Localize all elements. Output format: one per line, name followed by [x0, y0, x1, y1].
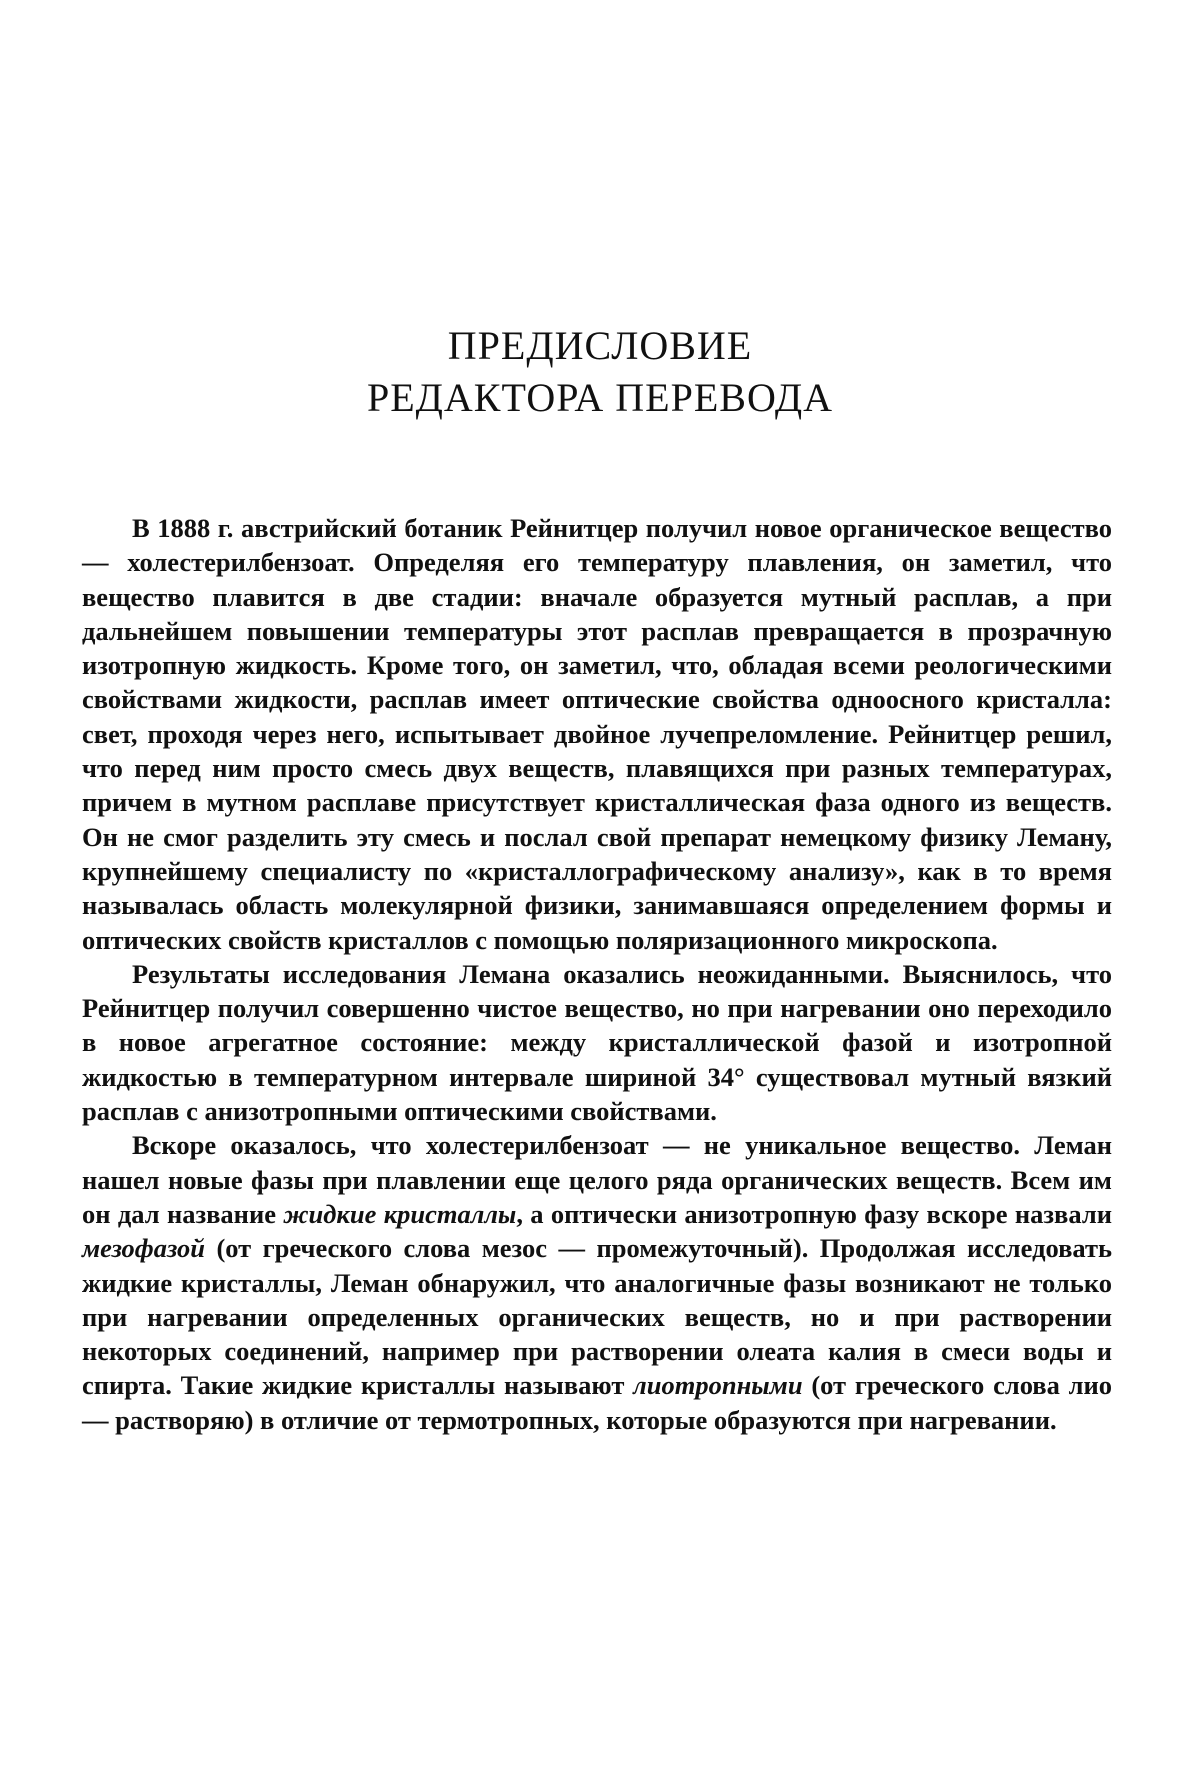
term-lyotropic: лиотропными: [633, 1370, 802, 1400]
term-liquid-crystals: жидкие кристаллы: [283, 1199, 516, 1229]
paragraph-1-text: В 1888 г. австрийский ботаник Рейнитцер получил новое органическое вещество — холестерилбензоат. Определяя его температуру плавления, он заметил, что вещество плавится в две стадии: вначале образуется мутный расплав, а при дальнейшем повышении температуры этот расплав превращается в прозрачную изотропную жидкость. Кроме того, он заметил, что, обладая всеми реологическими свойствами жидкости, расплав имеет оптические свойства одноосного кристалла: свет, проходя через него, испытывает двойное лучепреломление. Рейнитцер решил, что перед ним просто смесь двух веществ, плавящихся при разных температурах, причем в мутном расплаве присутствует кристаллическая фаза одного из веществ. Он не смог разделить эту смесь и послал свой препарат немецкому физику Леману, крупнейшему специалисту по «кристаллографическому анализу», как в то время называлась область молекулярной физики, занимавшаяся определением формы и оптических свойств кристаллов с помощью поляризационного микроскопа.: [82, 513, 1112, 955]
paragraph-2-text: Результаты исследования Лемана оказались неожиданными. Выяснилось, что Рейнитцер получил совершенно чистое вещество, но при нагревании оно переходило в новое агрегатное состояние: между кристаллической фазой и изотропной жидкостью в температурном интервале шириной 34° существовал мутный вязкий расплав с анизотропными оптическими свойствами.: [82, 959, 1112, 1126]
paragraph-3: [82, 1128, 1112, 1437]
document-page: [0, 0, 1200, 1786]
body-text: [82, 511, 1112, 1437]
paragraph-3-part-3: (от греческого слова мезос — промежуточный). Продолжая исследовать жидкие кристаллы, Леман обнаружил, что аналогичные фазы возникают не только при нагревании определенных органических веществ, но и при растворении некоторых соединений, например при растворении олеата калия в смеси воды и спирта. Такие жидкие кристаллы называют: [82, 1233, 1112, 1400]
heading-line-1: ПРЕДИСЛОВИЕ: [0, 320, 1200, 372]
chapter-heading: [0, 320, 1200, 424]
heading-line-2: РЕДАКТОРА ПЕРЕВОДА: [0, 372, 1200, 424]
paragraph-2: [82, 957, 1112, 1128]
paragraph-3-part-4: (от греческого слова лио — растворяю) в отличие от термотропных, которые образуются при нагревании.: [82, 1370, 1112, 1434]
paragraph-3-part-1: Вскоре оказалось, что холестерилбензоат — не уникальное вещество. Леман нашел новые фазы при плавлении еще целого ряда органических веществ. Всем им он дал название: [82, 1130, 1112, 1229]
paragraph-3-part-2: , а оптически анизотропную фазу вскоре назвали: [516, 1199, 1112, 1229]
paragraph-1: [82, 511, 1112, 957]
term-mesophase: мезофазой: [82, 1233, 205, 1263]
